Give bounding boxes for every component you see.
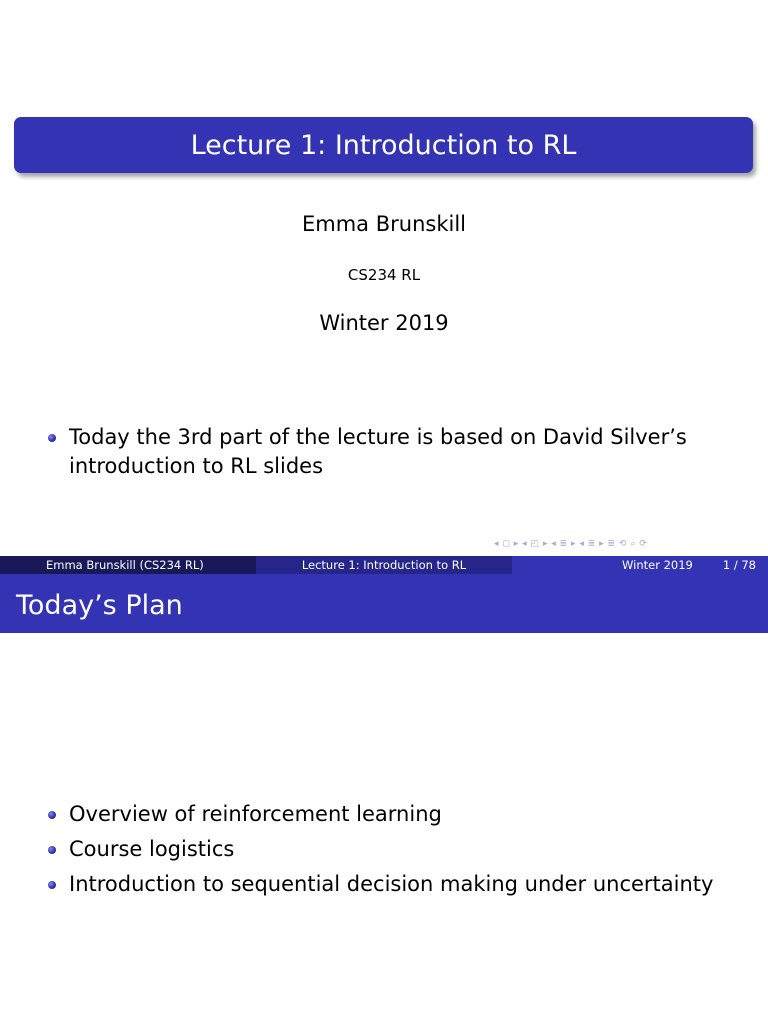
title-box	[14, 117, 753, 173]
author-name: Emma Brunskill	[302, 212, 466, 236]
list-item: Today the 3rd part of the lecture is based on David Silver’s introduction to RL slides	[46, 423, 726, 481]
footer-author: Emma Brunskill (CS234 RL)	[0, 556, 256, 574]
bullet-icon	[48, 434, 56, 442]
frame-title: Today’s Plan	[0, 574, 768, 633]
lecture-date: Winter 2019	[319, 311, 449, 335]
lecture-title: Lecture 1: Introduction to RL	[190, 129, 577, 161]
institute: CS234 RL	[347, 266, 421, 284]
navigation-symbols[interactable]: ◂ ◻ ▸ ◂ ◰ ▸ ◂ ≣ ▸ ◂ ≣ ▸ ≣ ⟲ ⌕ ⟳	[494, 539, 648, 549]
slide-footer	[0, 556, 768, 574]
footer-date-page	[512, 556, 768, 574]
footer-date: Winter 2019	[622, 558, 693, 572]
bullet-icon	[48, 811, 56, 819]
list-item: Overview of reinforcement learning	[46, 800, 746, 829]
list-item: Introduction to sequential decision making under uncertainty	[46, 870, 746, 899]
bullet-icon	[48, 881, 56, 889]
bullet-icon	[48, 846, 56, 854]
footer-title: Lecture 1: Introduction to RL	[256, 556, 512, 574]
plan-bullets	[46, 800, 746, 905]
list-item: Course logistics	[46, 835, 746, 864]
page-number: 1 / 78	[722, 558, 756, 572]
title-slide-bullets	[46, 423, 726, 481]
